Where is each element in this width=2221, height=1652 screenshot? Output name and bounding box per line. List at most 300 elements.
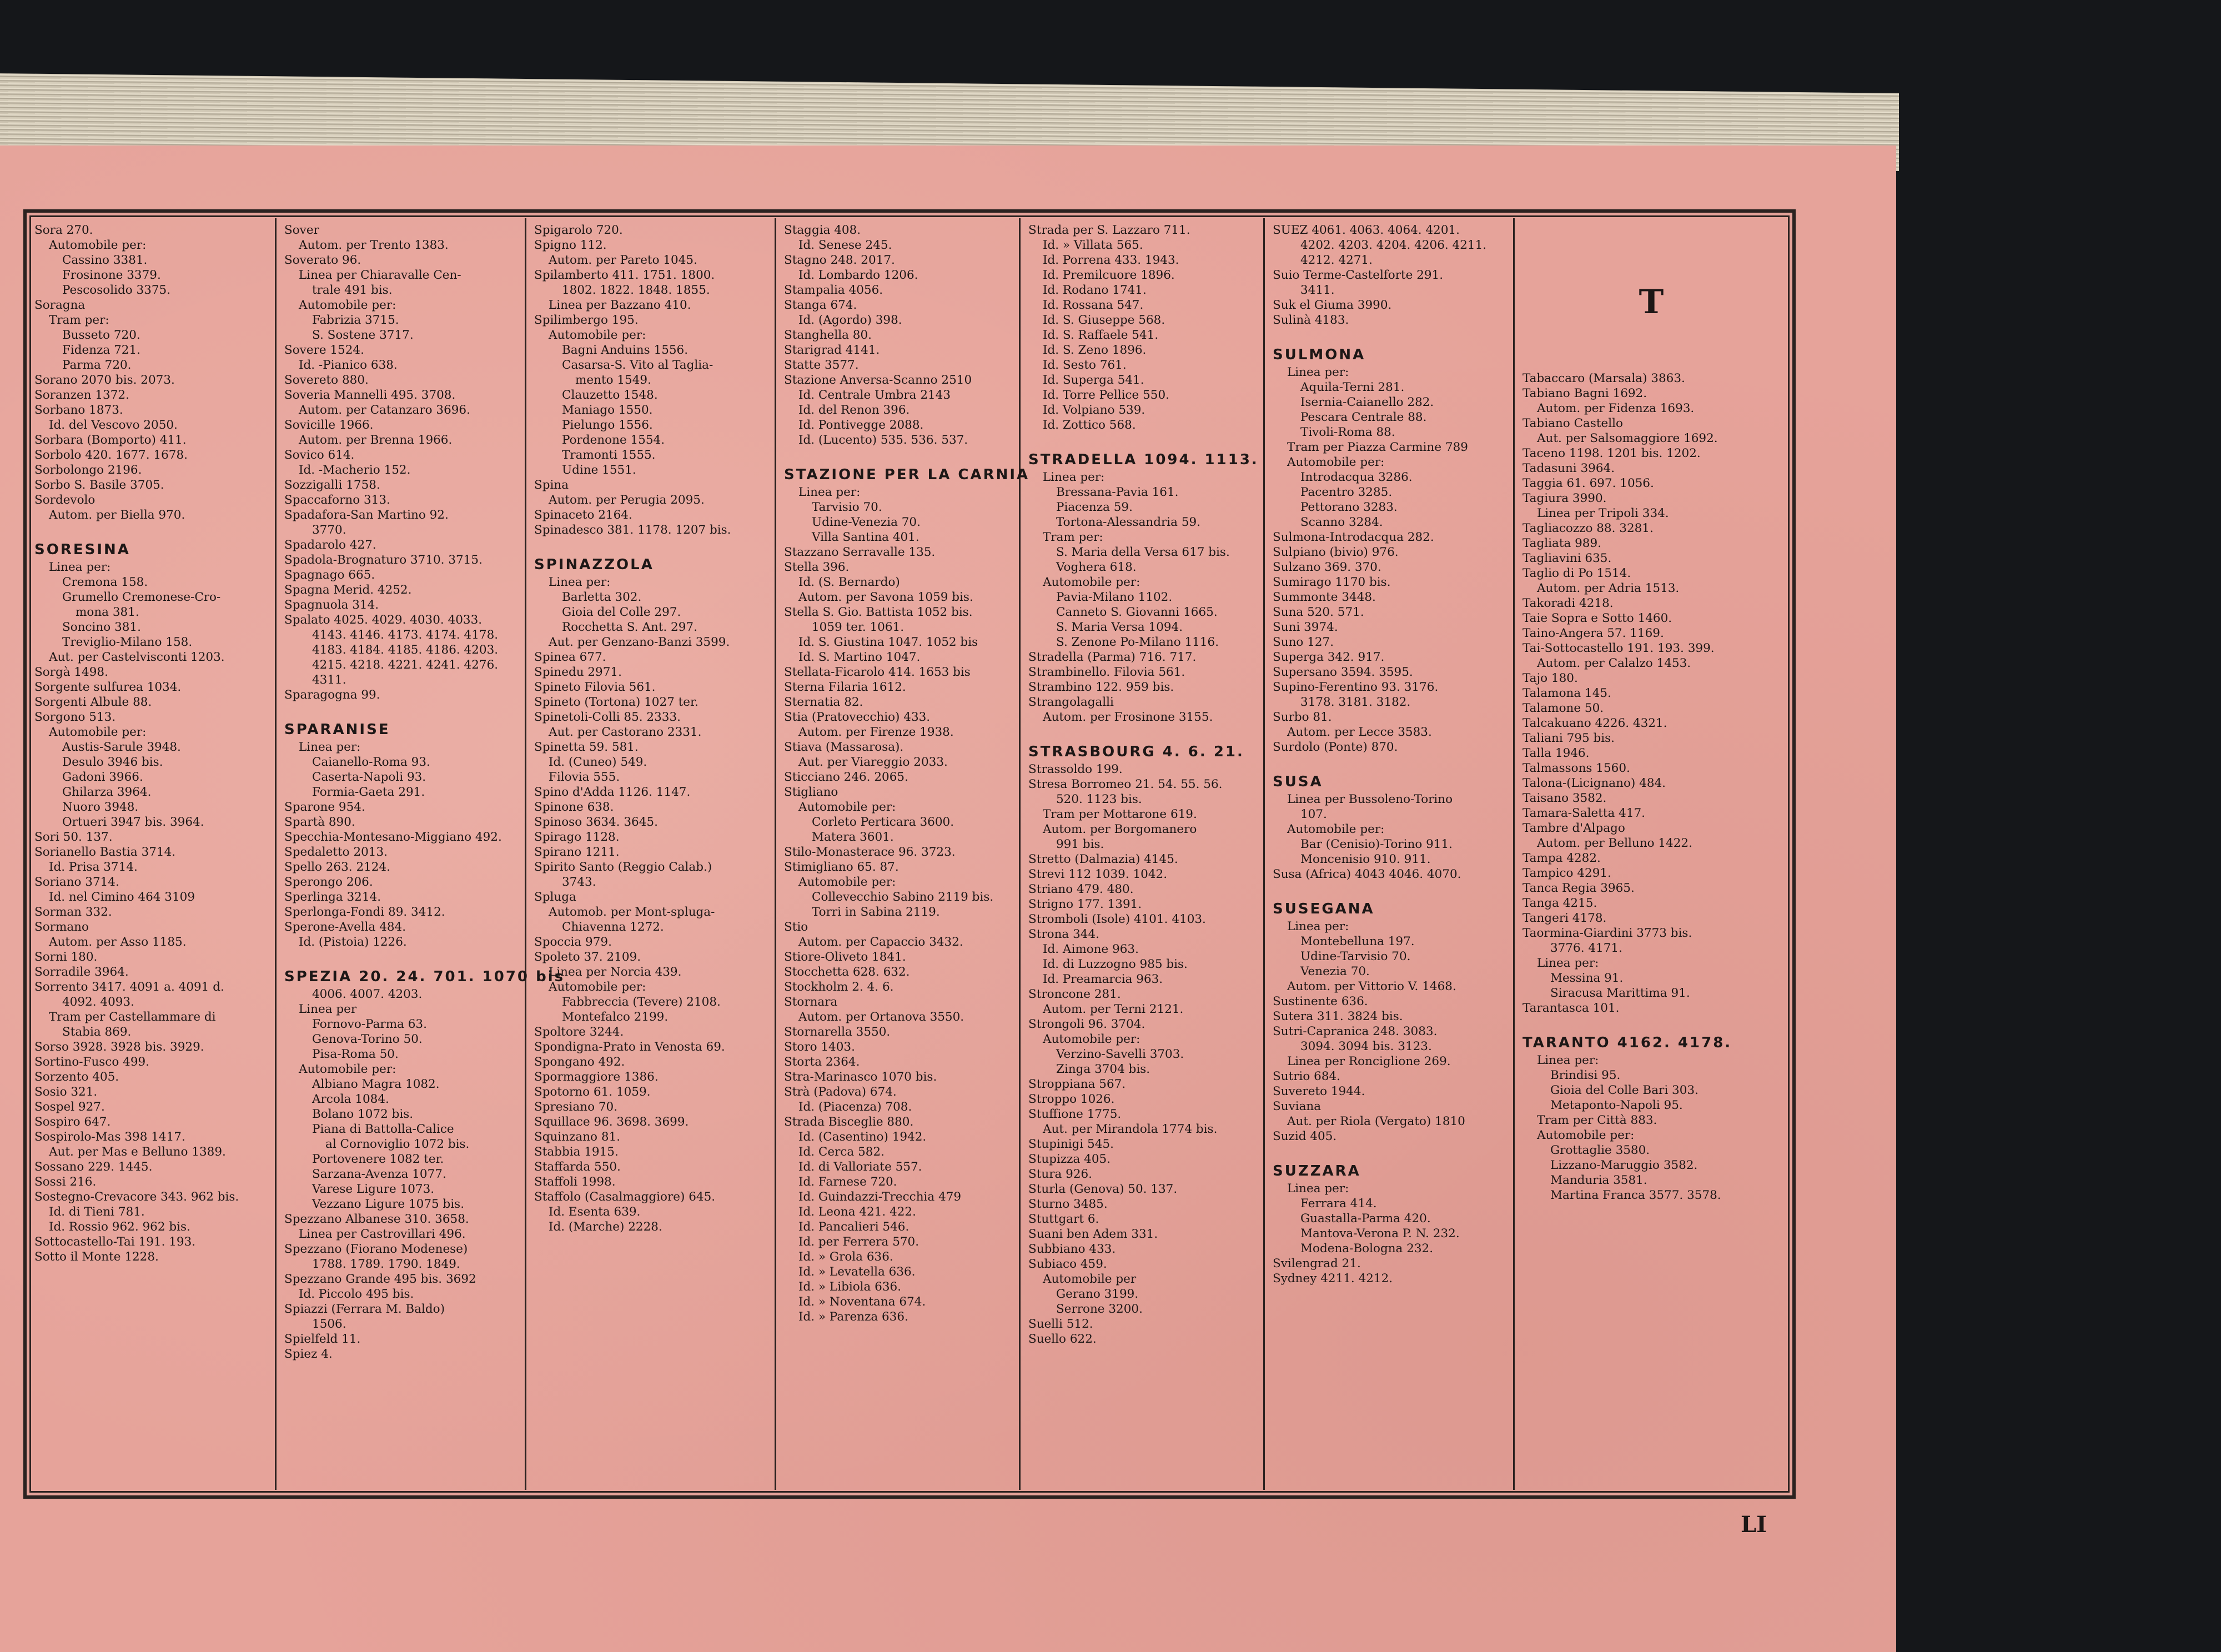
index-entry: 3776. 4171. (1550, 941, 1622, 955)
index-entry: Tanca Regia 3965. (1522, 881, 1635, 895)
index-entry: Taggia 61. 697. 1056. (1522, 476, 1654, 490)
index-entry: 991 bis. (1056, 837, 1104, 851)
index-entry: Id. » Levatella 636. (798, 1265, 916, 1279)
index-entry: Surdolo (Ponte) 870. (1273, 740, 1398, 754)
index-entry: Id. Aimone 963. (1043, 942, 1139, 956)
index-entry: Modena-Bologna 232. (1300, 1242, 1434, 1256)
index-entry: Id. (Lucento) 535. 536. 537. (798, 433, 968, 447)
index-entry: 520. 1123 bis. (1056, 792, 1142, 806)
index-entry: Sperongo 206. (284, 875, 373, 889)
index-entry: Talamona 145. (1522, 686, 1611, 700)
index-entry: Autom. per Firenze 1938. (798, 725, 954, 739)
index-entry: Treviglio-Milano 158. (62, 635, 193, 649)
index-entry: Talamone 50. (1522, 701, 1604, 715)
index-entry: Parma 720. (62, 358, 132, 372)
index-entry: Matera 3601. (812, 830, 894, 844)
index-entry: Sparagogna 99. (284, 688, 380, 702)
index-entry: Taceno 1198. 1201 bis. 1202. (1522, 446, 1701, 460)
index-entry: Tampico 4291. (1522, 866, 1611, 880)
index-entry: 4183. 4184. 4185. 4186. 4203. (312, 643, 499, 657)
index-entry: Subbiano 433. (1028, 1242, 1116, 1256)
index-entry: 4006. 4007. 4203. (312, 987, 423, 1001)
index-entry: Automobile per: (549, 328, 646, 342)
index-entry: Sottocastello-Tai 191. 193. (34, 1235, 196, 1249)
index-entry: Specchia-Montesano-Miggiano 492. (284, 830, 502, 844)
index-entry: Stio (784, 920, 808, 934)
index-entry: Staffoli 1998. (534, 1175, 616, 1189)
index-entry: Tarantasca 101. (1522, 1001, 1620, 1015)
section-heading: STRASBOURG 4. 6. 21. (1028, 744, 1244, 760)
index-entry: Takoradi 4218. (1522, 596, 1614, 610)
index-entry: Sovico 614. (284, 448, 355, 462)
index-entry: Linea per Chiaravalle Cen- (299, 268, 461, 282)
index-entry: Sarzana-Avenza 1077. (312, 1167, 446, 1181)
index-entry: Strangolagalli (1028, 695, 1114, 709)
index-entry: Taie Sopra e Sotto 1460. (1522, 611, 1672, 625)
index-entry: Supersano 3594. 3595. (1273, 665, 1413, 679)
index-entry: Sostegno-Crevacore 343. 962 bis. (34, 1190, 239, 1204)
index-entry: Sorso 3928. 3928 bis. 3929. (34, 1040, 204, 1054)
index-entry: Sotto il Monte 1228. (34, 1250, 159, 1264)
index-entry: Id. Rossana 547. (1043, 298, 1144, 312)
index-entry: Stellata-Ficarolo 414. 1653 bis (784, 665, 971, 679)
index-entry: Stupizza 405. (1028, 1152, 1111, 1166)
index-entry: 4143. 4146. 4173. 4174. 4178. (312, 628, 499, 642)
index-entry: Fornovo-Parma 63. (312, 1017, 427, 1031)
index-entry: Tarvisio 70. (812, 500, 882, 514)
index-entry: Suni 3974. (1273, 620, 1338, 634)
index-entry: Id. di Valloriate 557. (798, 1160, 922, 1174)
page-number: LI (1741, 1512, 1767, 1538)
index-entry: Tangeri 4178. (1522, 911, 1607, 925)
index-entry: Tai-Sottocastello 191. 193. 399. (1522, 641, 1715, 655)
index-entry: Gadoni 3966. (62, 770, 143, 784)
index-entry: Id. Sesto 761. (1043, 358, 1127, 372)
index-entry: Id. Farnese 720. (798, 1175, 897, 1189)
index-entry: Collevecchio Sabino 2119 bis. (812, 890, 994, 904)
index-entry: Linea per: (1043, 470, 1105, 484)
index-entry: Piacenza 59. (1056, 500, 1133, 514)
index-entry: Manduria 3581. (1550, 1173, 1647, 1187)
index-entry: Linea per: (49, 560, 111, 574)
index-entry: Squillace 96. 3698. 3699. (534, 1115, 689, 1129)
index-entry: 3094. 3094 bis. 3123. (1300, 1040, 1432, 1053)
index-entry: S. Zenone Po-Milano 1116. (1056, 635, 1219, 649)
index-entry: Id. Cerca 582. (798, 1145, 885, 1159)
index-entry: Stocchetta 628. 632. (784, 965, 910, 979)
index-entry: Id. Piccolo 495 bis. (299, 1287, 414, 1301)
index-entry: Tram per Città 883. (1537, 1113, 1657, 1127)
index-entry: Piana di Battolla-Calice (312, 1122, 454, 1136)
index-entry: Taisano 3582. (1522, 791, 1607, 805)
section-heading: STAZIONE PER LA CARNIA (784, 466, 1030, 483)
index-entry: Id. (Cuneo) 549. (549, 755, 647, 769)
index-entry: Id. (Casentino) 1942. (798, 1130, 927, 1144)
index-entry: Spello 263. 2124. (284, 860, 391, 874)
index-entry: Id. di Tieni 781. (49, 1205, 145, 1219)
index-entry: Automobile per: (1287, 455, 1385, 469)
index-entry: Tagiura 3990. (1522, 491, 1607, 505)
index-entry: Albiano Magra 1082. (312, 1077, 440, 1091)
index-entry: Stiava (Massarosa). (784, 740, 904, 754)
index-entry: Strigno 177. 1391. (1028, 897, 1142, 911)
index-entry: Suio Terme-Castelforte 291. (1273, 268, 1444, 282)
index-entry: Grumello Cremonese-Cro- (62, 590, 221, 604)
index-entry: Nuoro 3948. (62, 800, 139, 814)
index-entry: Stiore-Oliveto 1841. (784, 950, 906, 964)
index-entry: Isernia-Caianello 282. (1300, 395, 1434, 409)
index-entry: Linea per Norcia 439. (549, 965, 682, 979)
index-entry: Spineto (Tortona) 1027 ter. (534, 695, 699, 709)
index-entry: Stigliano (784, 785, 838, 799)
index-entry: Subiaco 459. (1028, 1257, 1107, 1271)
index-entry: Aut. per Salsomaggiore 1692. (1537, 431, 1718, 445)
index-entry: Autom. per Terni 2121. (1043, 1002, 1184, 1016)
index-entry: Tortona-Alessandria 59. (1056, 515, 1201, 529)
section-heading: SPEZIA 20. 24. 701. 1070 bis (284, 968, 565, 985)
section-heading: TARANTO 4162. 4178. (1522, 1035, 1732, 1051)
index-entry: Bar (Cenisio)-Torino 911. (1300, 837, 1453, 851)
index-entry: Pettorano 3283. (1300, 500, 1398, 514)
index-entry: Stagno 248. 2017. (784, 253, 895, 267)
index-entry: Id. S. Martino 1047. (798, 650, 921, 664)
index-entry: Storo 1403. (784, 1040, 855, 1054)
index-entry: Stia (Pratovecchio) 433. (784, 710, 931, 724)
index-entry: Spezzano Albanese 310. 3658. (284, 1212, 469, 1226)
index-entry: Staffarda 550. (534, 1160, 621, 1174)
index-entry: Sorbano 1873. (34, 403, 123, 417)
index-column-6 (1265, 218, 1515, 1490)
index-entry: S. Sostene 3717. (312, 328, 414, 342)
index-entry: Susa (Africa) 4043 4046. 4070. (1273, 867, 1461, 881)
index-entry: Automobile per: (1287, 822, 1385, 836)
index-entry: Introdacqua 3286. (1300, 470, 1413, 484)
index-entry: 4202. 4203. 4204. 4206. 4211. (1300, 238, 1487, 252)
index-entry: Sulinà 4183. (1273, 313, 1349, 327)
index-entry: Gioia del Colle Bari 303. (1550, 1083, 1699, 1097)
index-column-5 (1021, 218, 1265, 1490)
index-entry: Sorgà 1498. (34, 665, 108, 679)
index-entry: Sora 270. (34, 223, 93, 237)
index-entry: Torri in Sabina 2119. (812, 905, 940, 919)
index-entry: Automobile per: (798, 800, 896, 814)
index-entry: Spilimbergo 195. (534, 313, 639, 327)
index-entry: Aut. per Riola (Vergato) 1810 (1287, 1114, 1465, 1128)
index-entry: Ortueri 3947 bis. 3964. (62, 815, 204, 829)
index-entry: Spigno 112. (534, 238, 607, 252)
index-entry: Siracusa Marittima 91. (1550, 986, 1690, 1000)
index-entry: Striano 479. 480. (1028, 882, 1134, 896)
index-entry: Stilo-Monasterace 96. 3723. (784, 845, 956, 859)
index-entry: Tagliacozzo 88. 3281. (1522, 521, 1654, 535)
index-entry: Aut. per Castelvisconti 1203. (49, 650, 225, 664)
index-entry: Spinetoli-Colli 85. 2333. (534, 710, 681, 724)
index-entry: Suna 520. 571. (1273, 605, 1364, 619)
index-entry: Stroppo 1026. (1028, 1092, 1115, 1106)
index-entry: Aut. per Mirandola 1774 bis. (1043, 1122, 1218, 1136)
index-entry: Surbo 81. (1273, 710, 1332, 724)
index-entry: Automobile per: (299, 298, 396, 312)
index-entry: Tagliavini 635. (1522, 551, 1612, 565)
index-entry: Soranzen 1372. (34, 388, 129, 402)
index-entry: Soverato 96. (284, 253, 361, 267)
index-entry: 3743. (562, 875, 596, 889)
index-entry: Busseto 720. (62, 328, 140, 342)
index-entry: Id. S. Raffaele 541. (1043, 328, 1159, 342)
index-entry: Sorbolongo 2196. (34, 463, 142, 477)
index-entry: Suno 127. (1273, 635, 1334, 649)
index-entry: Stroncone 281. (1028, 987, 1121, 1001)
index-entry: Sordevolo (34, 493, 96, 507)
index-entry: Id. » Noventana 674. (798, 1295, 926, 1309)
index-entry: Autom. per Vittorio V. 1468. (1287, 980, 1456, 993)
index-entry: Id. (S. Bernardo) (798, 575, 900, 589)
index-entry: Stuttgart 6. (1028, 1212, 1099, 1226)
index-entry: Spadafora-San Martino 92. (284, 508, 449, 522)
index-entry: Spinoso 3634. 3645. (534, 815, 658, 829)
index-entry: S. Maria Versa 1094. (1056, 620, 1183, 634)
index-entry: Sperlinga 3214. (284, 890, 381, 904)
index-entry: Spresiano 70. (534, 1100, 618, 1114)
index-entry: mona 381. (76, 605, 139, 619)
index-entry: Autom. per Perugia 2095. (549, 493, 705, 507)
index-entry: Autom. per Ortanova 3550. (798, 1010, 964, 1024)
index-entry: Linea per Tripoli 334. (1537, 506, 1669, 520)
index-entry: 1788. 1789. 1790. 1849. (312, 1257, 460, 1271)
index-entry: Messina 91. (1550, 971, 1624, 985)
index-entry: Id. » Libiola 636. (798, 1280, 902, 1294)
index-entry: Suelli 512. (1028, 1317, 1093, 1331)
index-entry: Id. » Villata 565. (1043, 238, 1143, 252)
index-entry: Autom. per Savona 1059 bis. (798, 590, 973, 604)
index-entry: Svilengrad 21. (1273, 1257, 1361, 1271)
index-entry: Stampalia 4056. (784, 283, 883, 297)
index-entry: Venezia 70. (1300, 965, 1370, 978)
index-entry: Automobile per: (798, 875, 896, 889)
index-entry: Spartà 890. (284, 815, 355, 829)
index-entry: Sterna Filaria 1612. (784, 680, 906, 694)
index-entry: Strona 344. (1028, 927, 1099, 941)
index-column-1 (27, 218, 277, 1490)
index-entry: 4311. (312, 673, 346, 687)
index-entry: Strambino 122. 959 bis. (1028, 680, 1174, 694)
index-entry: 1059 ter. 1061. (812, 620, 905, 634)
index-entry: Spiez 4. (284, 1347, 333, 1361)
index-entry: Automobile per: (49, 725, 147, 739)
index-entry: Automobile per: (549, 980, 646, 994)
index-entry: Spagnuola 314. (284, 598, 379, 612)
index-entry: Id. (Agordo) 398. (798, 313, 902, 327)
index-entry: Metaponto-Napoli 95. (1550, 1098, 1683, 1112)
index-entry: Automob. per Mont-spluga- (549, 905, 715, 919)
index-entry: Montefalco 2199. (562, 1010, 669, 1024)
index-entry: Sorbo S. Basile 3705. (34, 478, 164, 492)
section-heading: SUZZARA (1273, 1163, 1361, 1179)
index-entry: Autom. per Biella 970. (49, 508, 185, 522)
index-entry: Sutera 311. 3824 bis. (1273, 1010, 1403, 1023)
index-entry: S. Maria della Versa 617 bis. (1056, 545, 1230, 559)
index-entry: Sori 50. 137. (34, 830, 113, 844)
index-entry: Tabiano Bagni 1692. (1522, 386, 1647, 400)
index-entry: Filovia 555. (549, 770, 620, 784)
index-entry: Pavia-Milano 1102. (1056, 590, 1173, 604)
index-entry: Ghilarza 3964. (62, 785, 152, 799)
index-entry: Barletta 302. (562, 590, 642, 604)
index-entry: Autom. per Trento 1383. (299, 238, 449, 252)
index-entry: Stazzano Serravalle 135. (784, 545, 936, 559)
section-heading: SUSA (1273, 774, 1323, 790)
index-entry: Sorianello Bastia 3714. (34, 845, 176, 859)
index-entry: Verzino-Savelli 3703. (1056, 1047, 1184, 1061)
index-entry: Gioia del Colle 297. (562, 605, 681, 619)
index-entry: Spirito Santo (Reggio Calab.) (534, 860, 712, 874)
index-entry: Starigrad 4141. (784, 343, 880, 357)
index-entry: Linea per Bussoleno-Torino (1287, 792, 1453, 806)
index-entry: Sorano 2070 bis. 2073. (34, 373, 175, 387)
index-entry: Stroppiana 567. (1028, 1077, 1126, 1091)
index-entry: Stabia 869. (62, 1025, 132, 1039)
index-entry: Autom. per Lecce 3583. (1287, 725, 1432, 739)
index-entry: Superga 342. 917. (1273, 650, 1385, 664)
section-heading: SUSEGANA (1273, 901, 1375, 917)
index-entry: Automobile per: (1043, 1032, 1140, 1046)
index-entry: Sticciano 246. 2065. (784, 770, 908, 784)
index-entry: Stimigliano 65. 87. (784, 860, 899, 874)
index-entry: Automobile per: (49, 238, 147, 252)
index-entry: Udine-Tarvisio 70. (1300, 950, 1411, 963)
index-entry: Ferrara 414. (1300, 1197, 1377, 1211)
index-entry: Taino-Angera 57. 1169. (1522, 626, 1664, 640)
index-entry: Stradella (Parma) 716. 717. (1028, 650, 1197, 664)
index-entry: Sospel 927. (34, 1100, 105, 1114)
index-entry: 3178. 3181. 3182. (1300, 695, 1411, 709)
index-entry: Autom. per Capaccio 3432. (798, 935, 963, 949)
timetable-index-page (0, 145, 1896, 1652)
section-heading: SPARANISE (284, 721, 390, 738)
index-entry: Strà (Padova) 674. (784, 1085, 897, 1099)
index-entry: Sustinente 636. (1273, 995, 1368, 1008)
index-entry: Frosinone 3379. (62, 268, 161, 282)
index-entry: Tabiano Castello (1522, 416, 1623, 430)
index-entry: Spineto Filovia 561. (534, 680, 656, 694)
index-entry: Spluga (534, 890, 576, 904)
index-entry: Casarsa-S. Vito al Taglia- (562, 358, 713, 372)
index-entry: Tram per: (49, 313, 109, 327)
index-entry: Sospirolo-Mas 398 1417. (34, 1130, 185, 1144)
index-entry: Spoccia 979. (534, 935, 612, 949)
index-entry: Spadola-Brognaturo 3710. 3715. (284, 553, 483, 567)
index-entry: Tram per Piazza Carmine 789 (1287, 440, 1468, 454)
index-entry: Spinadesco 381. 1178. 1207 bis. (534, 523, 731, 537)
index-entry: Id. Centrale Umbra 2143 (798, 388, 951, 402)
index-entry: Automobile per (1043, 1272, 1137, 1286)
index-entry: Id. (Pistoia) 1226. (299, 935, 407, 949)
index-entry: Sormano (34, 920, 89, 934)
index-entry: Taormina-Giardini 3773 bis. (1522, 926, 1692, 940)
index-entry: Spinone 638. (534, 800, 614, 814)
index-entry: Caianello-Roma 93. (312, 755, 430, 769)
index-entry: Cassino 3381. (62, 253, 148, 267)
index-entry: Linea per: (549, 575, 611, 589)
index-entry: Udine 1551. (562, 463, 636, 477)
index-entry: Id. » Parenza 636. (798, 1310, 908, 1324)
index-entry: Id. Rodano 1741. (1043, 283, 1147, 297)
index-entry: Spezzano Grande 495 bis. 3692 (284, 1272, 476, 1286)
index-entry: Corleto Perticara 3600. (812, 815, 954, 829)
index-entry: Tagliata 989. (1522, 536, 1601, 550)
index-entry: Stella 396. (784, 560, 850, 574)
index-entry: Aut. per Castorano 2331. (549, 725, 702, 739)
index-entry: Autom. per Adria 1513. (1537, 581, 1680, 595)
index-entry: Varese Ligure 1073. (312, 1182, 435, 1196)
index-entry: 3411. (1300, 283, 1335, 297)
index-entry: Strevi 112 1039. 1042. (1028, 867, 1168, 881)
index-entry: Sternatia 82. (784, 695, 863, 709)
index-entry: Brindisi 95. (1550, 1068, 1621, 1082)
index-entry: Sosio 321. (34, 1085, 98, 1099)
index-entry: Pordenone 1554. (562, 433, 665, 447)
index-entry: Suk el Giuma 3990. (1273, 298, 1392, 312)
index-entry: Aquila-Terni 281. (1300, 380, 1405, 394)
index-entry: 1506. (312, 1317, 346, 1331)
index-entry: Spina (534, 478, 569, 492)
index-entry: Id. del Renon 396. (798, 403, 910, 417)
index-entry: Id. di Luzzogno 985 bis. (1043, 957, 1188, 971)
index-entry: Tram per Mottarone 619. (1043, 807, 1197, 821)
index-entry: Id. Leona 421. 422. (798, 1205, 916, 1219)
index-entry: Stanghella 80. (784, 328, 872, 342)
index-entry: Autom. per Catanzaro 3696. (299, 403, 470, 417)
index-entry: Sutri-Capranica 248. 3083. (1273, 1025, 1438, 1038)
index-entry: Austis-Sarule 3948. (62, 740, 181, 754)
index-entry: Arcola 1084. (312, 1092, 389, 1106)
index-entry: Maniago 1550. (562, 403, 653, 417)
index-entry: Id. Pontivegge 2088. (798, 418, 924, 432)
index-entry: Sovereto 880. (284, 373, 369, 387)
index-column-3 (526, 218, 776, 1490)
index-entry: Tanga 4215. (1522, 896, 1597, 910)
index-entry: Pisa-Roma 50. (312, 1047, 399, 1061)
index-entry: Stra-Marinasco 1070 bis. (784, 1070, 937, 1084)
index-entry: Sorbolo 420. 1677. 1678. (34, 448, 188, 462)
index-entry: Tram per: (1043, 530, 1103, 544)
index-entry: Stabbia 1915. (534, 1145, 619, 1159)
index-entry: Soriano 3714. (34, 875, 119, 889)
index-entry: Id. (Marche) 2228. (549, 1220, 662, 1234)
index-entry: Autom. per Pareto 1045. (549, 253, 697, 267)
index-entry: Id. nel Cimino 464 3109 (49, 890, 195, 904)
index-entry: Montebelluna 197. (1300, 935, 1415, 948)
index-entry: Id. per Ferrera 570. (798, 1235, 919, 1249)
index-entry: SUEZ 4061. 4063. 4064. 4201. (1273, 223, 1460, 237)
index-entry: Mantova-Verona P. N. 232. (1300, 1227, 1460, 1241)
index-entry: Id. Senese 245. (798, 238, 892, 252)
index-entry: Lizzano-Maruggio 3582. (1550, 1158, 1698, 1172)
index-entry: Tabaccaro (Marsala) 3863. (1522, 371, 1685, 385)
index-entry: Spondigna-Prato in Venosta 69. (534, 1040, 725, 1054)
index-entry: Linea per: (1287, 920, 1349, 933)
index-entry: Spinedu 2971. (534, 665, 622, 679)
index-entry: Spoltore 3244. (534, 1025, 624, 1039)
index-entry: Suello 622. (1028, 1332, 1097, 1346)
index-entry: Id. Pancalieri 546. (798, 1220, 909, 1234)
index-entry: Spormaggiore 1386. (534, 1070, 659, 1084)
index-entry: Sperlonga-Fondi 89. 3412. (284, 905, 445, 919)
index-entry: Spedaletto 2013. (284, 845, 388, 859)
index-entry: Autom. per Asso 1185. (49, 935, 187, 949)
index-entry: Id. Lombardo 1206. (798, 268, 918, 282)
index-entry: Tivoli-Roma 88. (1300, 425, 1395, 439)
